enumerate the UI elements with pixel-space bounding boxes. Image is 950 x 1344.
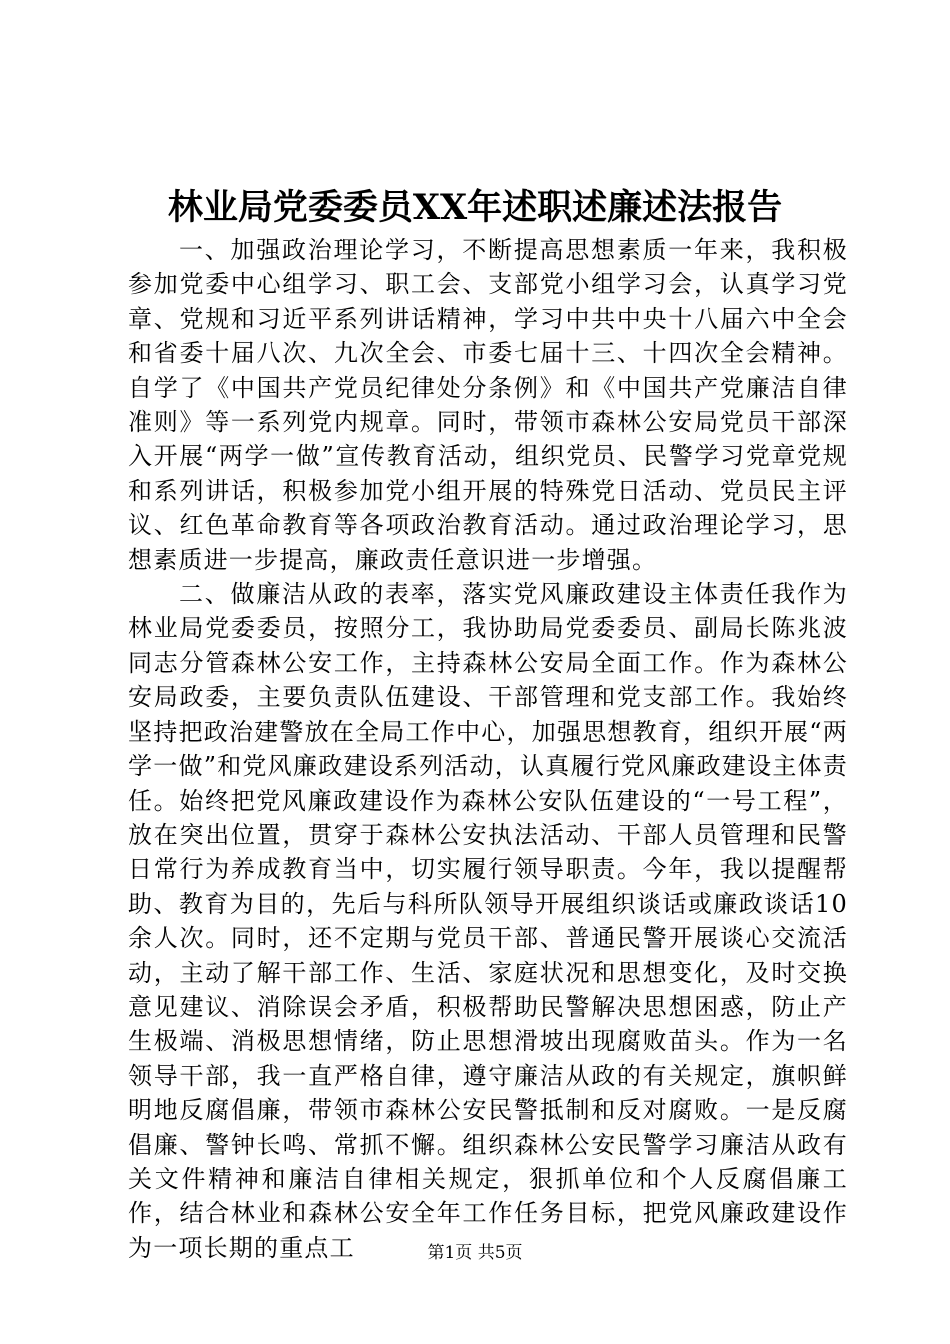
paragraph-2: 二、做廉洁从政的表率，落实党风廉政建设主体责任我作为林业局党委委员，按照分工，我协助局党委委员、副局长陈兆波同志分管森林公安工作，主持森林公安局全面工作。作为森林公安局政委，主要负责队伍建设、干部管理和党支部工作。我始终坚持把政治建警放在全局工作中心，加强思想教育，组织开展“两学一做”和党风廉政建设系列活动，认真履行党风廉政建设主体责任。始终把党风廉政建设作为森林公安队伍建设的“一号工程”，放在突出位置，贯穿于森林公安执法活动、干部人员管理和民警日常行为养成教育当中，切实履行领导职责。今年，我以提醒帮助、教育为目的，先后与科所队领导开展组织谈话或廉政谈话10余人次。同时，还不定期与党员干部、普通民警开展谈心交流活动，主动了解干部工作、生活、家庭状况和思想变化，及时交换意见建议、消除误会矛盾，积极帮助民警解决思想困惑，防止产生极端、消极思想情绪，防止思想滑坡出现腐败苗头。作为一名领导干部，我一直严格自律，遵守廉洁从政的有关规定，旗帜鲜明地反腐倡廉，带领市森林公安民警抵制和反对腐败。一是反腐倡廉、警钟长鸣、常抓不懈。组织森林公安民警学习廉洁从政有关文件精神和廉洁自律相关规定，狠抓单位和个人反腐倡廉工作，结合林业和森林公安全年工作任务目标，把党风廉政建设作为一项长期的重点工 [128,580,848,1262]
document-title: 林业局党委委员XX年述职述廉述法报告 [167,187,783,228]
page-footer: 第1页 共5页 [427,1243,523,1263]
paragraph-1: 一、加强政治理论学习，不断提高思想素质一年来，我积极参加党委中心组学习、职工会、支部党小组学习会，认真学习党章、党规和习近平系列讲话精神，学习中共中央十八届六中全会和省委十届八次、九次全会、市委七届十三、十四次全会精神。自学了《中国共产党员纪律处分条例》和《中国共产党廉洁自律准则》等一系列党内规章。同时，带领市森林公安局党员干部深入开展“两学一做”宣传教育活动，组织党员、民警学习党章党规和系列讲话，积极参加党小组开展的特殊党日活动、党员民主评议、红色革命教育等各项政治教育活动。通过政治理论学习，思想素质进一步提高，廉政责任意识进一步增强。 [128,236,848,574]
document-body [128,233,848,1265]
